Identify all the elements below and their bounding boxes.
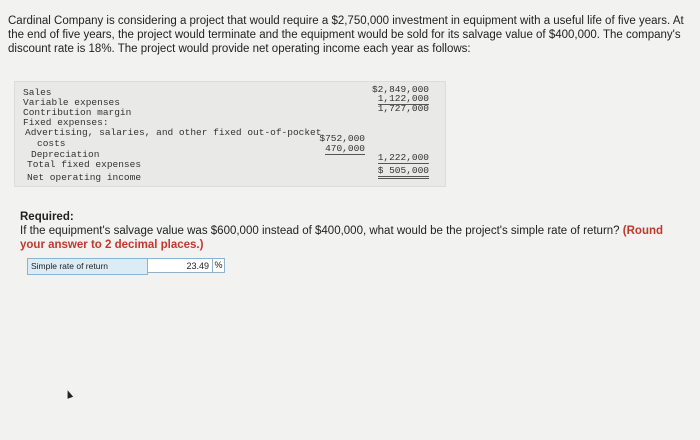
fixed-expenses-label: Fixed expenses: (23, 117, 109, 128)
depreciation-value: 470,000 (325, 143, 365, 154)
sales-value: $2,849,000 (371, 84, 429, 95)
percent-unit: % (213, 258, 225, 273)
variable-expenses-label: Variable expenses (23, 97, 120, 108)
depreciation-label: Depreciation (31, 149, 100, 160)
contribution-margin-label: Contribution margin (23, 107, 132, 118)
rounding-instruction: (Round your answer to 2 decimal places.) (20, 225, 664, 251)
mouse-cursor-icon (65, 389, 73, 399)
problem-intro: Cardinal Company is considering a project that would require a $2,750,000 investment in equipment with a useful life of five years. At the end of five years, the project would terminate and the equipment would be sold for its salvage value of $400,000. The company's discount rate is 18%. The project would provide net operating income each year as follows: (8, 15, 684, 55)
required-heading: Required: (20, 211, 74, 223)
advertising-value: $752,000 (319, 133, 365, 144)
simple-rate-input[interactable] (147, 258, 213, 273)
total-fixed-value: 1,222,000 (377, 152, 429, 163)
contribution-margin-value: 1,727,000 (377, 103, 429, 114)
net-income-value: $ 505,000 (378, 165, 429, 179)
net-income-label: Net operating income (27, 172, 142, 183)
required-section (20, 210, 680, 252)
variable-expenses-value: 1,122,000 (377, 93, 429, 104)
sales-label: Sales (23, 87, 52, 98)
advertising-label: Advertising, salaries, and other fixed out-of-pocket (25, 127, 322, 138)
income-statement (14, 81, 446, 187)
simple-rate-label: Simple rate of return (27, 258, 148, 275)
total-fixed-label: Total fixed expenses (27, 159, 142, 170)
required-question: If the equipment's salvage value was $600,000 instead of $400,000, what would be the project's simple rate of return? (20, 225, 620, 237)
advertising-label-cont: costs (37, 138, 66, 149)
